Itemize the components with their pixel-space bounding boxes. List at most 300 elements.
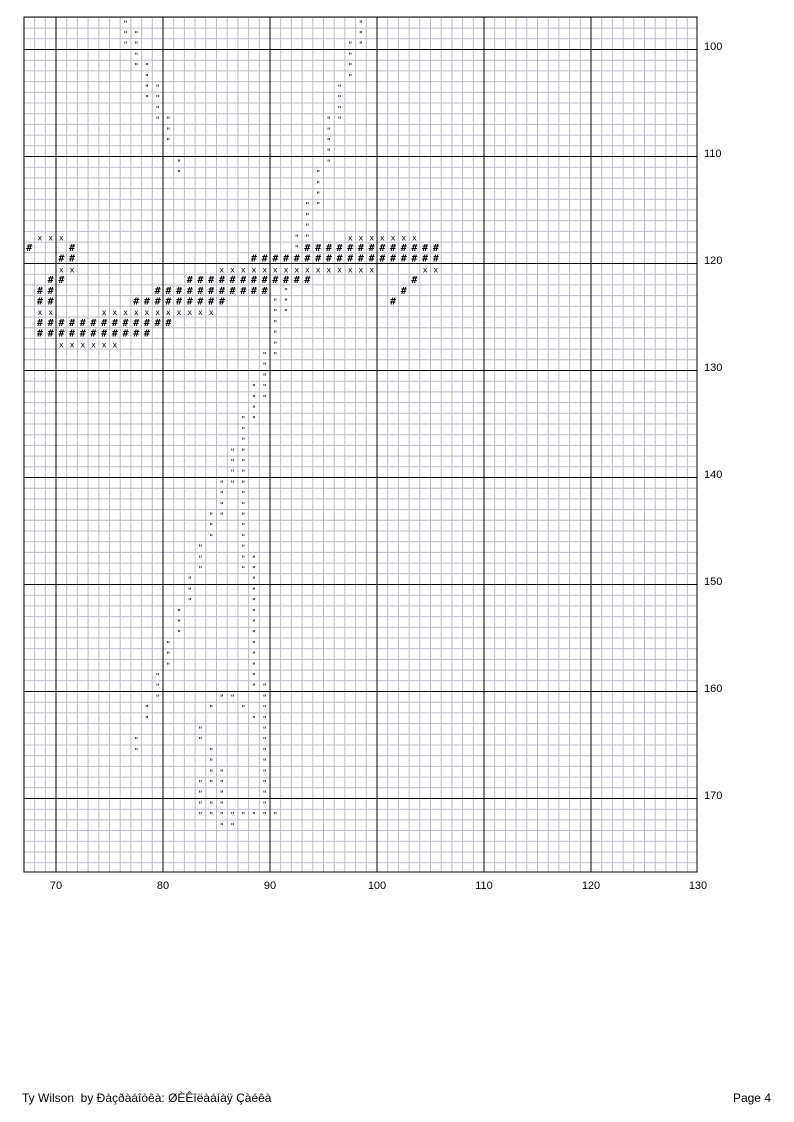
cross-stitch-symbol: x	[347, 233, 353, 243]
cross-stitch-symbol: x	[112, 340, 118, 350]
half-stitch-symbol: "	[144, 62, 150, 72]
full-stitch-symbol: #	[186, 285, 193, 297]
half-stitch-symbol: "	[219, 778, 225, 788]
full-stitch-symbol: #	[197, 285, 204, 297]
half-stitch-symbol: "	[240, 543, 246, 553]
half-stitch-symbol: "	[123, 40, 128, 50]
row-label: 170	[704, 790, 723, 802]
cross-stitch-symbol: x	[433, 265, 439, 275]
half-stitch-symbol: "	[272, 297, 278, 307]
full-stitch-symbol: #	[390, 296, 397, 308]
half-stitch-symbol: "	[251, 586, 257, 596]
half-stitch-symbol: "	[283, 286, 289, 296]
full-stitch-symbol: #	[36, 285, 43, 297]
full-stitch-symbol: #	[347, 253, 354, 265]
full-stitch-symbol: #	[283, 275, 290, 287]
half-stitch-symbol: "	[337, 104, 342, 114]
half-stitch-symbol: "	[262, 704, 268, 714]
full-stitch-symbol: #	[368, 242, 375, 254]
half-stitch-symbol: "	[176, 158, 182, 168]
cross-stitch-symbol: x	[262, 265, 268, 275]
half-stitch-symbol: "	[219, 479, 225, 489]
half-stitch-symbol: "	[219, 768, 225, 778]
half-stitch-symbol: "	[272, 811, 278, 821]
full-stitch-symbol: #	[250, 253, 257, 265]
half-stitch-symbol: "	[305, 201, 310, 211]
cross-stitch-symbol: x	[305, 265, 310, 275]
half-stitch-symbol: "	[144, 94, 150, 104]
full-stitch-symbol: #	[26, 242, 33, 254]
full-stitch-symbol: #	[336, 253, 343, 265]
cross-stitch-symbol: x	[58, 340, 64, 350]
half-stitch-symbol: "	[251, 383, 257, 393]
half-stitch-symbol: "	[230, 693, 235, 703]
minor-grid-lines	[24, 17, 697, 872]
half-stitch-symbol: "	[358, 19, 364, 29]
half-stitch-symbol: "	[230, 447, 235, 457]
full-stitch-symbol: #	[208, 275, 215, 287]
full-stitch-symbol: #	[250, 285, 257, 297]
half-stitch-symbol: "	[219, 821, 225, 831]
cross-stitch-symbol: x	[379, 233, 385, 243]
cross-stitch-symbol: x	[369, 233, 375, 243]
half-stitch-symbol: "	[262, 383, 268, 393]
half-stitch-symbol: "	[251, 393, 257, 403]
full-stitch-symbol: #	[186, 296, 193, 308]
full-stitch-symbol: #	[218, 296, 225, 308]
column-label: 90	[263, 880, 277, 892]
cross-stitch-symbol: x	[187, 308, 193, 318]
row-label: 130	[704, 362, 723, 374]
half-stitch-symbol: "	[208, 811, 214, 821]
half-stitch-symbol: "	[230, 821, 235, 831]
full-stitch-symbol: #	[122, 328, 129, 340]
half-stitch-symbol: "	[208, 768, 214, 778]
half-stitch-symbol: "	[251, 564, 257, 574]
half-stitch-symbol: "	[230, 479, 235, 489]
half-stitch-symbol: "	[251, 650, 257, 660]
half-stitch-symbol: "	[144, 83, 150, 93]
row-label: 150	[704, 576, 723, 588]
half-stitch-symbol: "	[262, 693, 268, 703]
cross-stitch-symbol: x	[69, 340, 75, 350]
cross-stitch-symbol: x	[144, 308, 150, 318]
half-stitch-symbol: "	[165, 650, 171, 660]
half-stitch-symbol: "	[305, 233, 310, 243]
half-stitch-symbol: "	[123, 29, 128, 39]
cross-stitch-symbol: x	[165, 308, 171, 318]
half-stitch-symbol: "	[251, 811, 257, 821]
cross-stitch-symbol: x	[37, 233, 43, 243]
full-stitch-symbol: #	[111, 317, 118, 329]
half-stitch-symbol: "	[251, 404, 257, 414]
full-stitch-symbol: #	[411, 242, 418, 254]
half-stitch-symbol: "	[240, 511, 246, 521]
cross-stitch-symbol: x	[198, 308, 203, 318]
half-stitch-symbol: "	[251, 415, 257, 425]
half-stitch-symbol: "	[272, 350, 278, 360]
half-stitch-symbol: "	[251, 629, 257, 639]
full-stitch-symbol: #	[229, 285, 236, 297]
row-label: 110	[704, 148, 722, 160]
full-stitch-symbol: #	[197, 275, 204, 287]
full-stitch-symbol: #	[390, 253, 397, 265]
full-stitch-symbol: #	[165, 317, 172, 329]
chart-frame	[24, 17, 697, 872]
cross-stitch-symbol: x	[272, 265, 278, 275]
cross-stitch-symbol: x	[48, 233, 54, 243]
half-stitch-symbol: "	[155, 671, 161, 681]
half-stitch-symbol: "	[155, 693, 161, 703]
half-stitch-symbol: "	[315, 179, 321, 189]
full-stitch-symbol: #	[208, 285, 215, 297]
half-stitch-symbol: "	[219, 693, 225, 703]
full-stitch-symbol: #	[422, 253, 429, 265]
column-label: 100	[367, 880, 387, 892]
half-stitch-symbol: "	[144, 714, 150, 724]
full-stitch-symbol: #	[218, 285, 225, 297]
half-stitch-symbol: "	[358, 40, 364, 50]
full-stitch-symbol: #	[272, 275, 279, 287]
half-stitch-symbol: "	[326, 126, 332, 136]
full-stitch-symbol: #	[47, 328, 54, 340]
cross-stitch-symbol: x	[412, 233, 417, 243]
full-stitch-symbol: #	[400, 285, 407, 297]
column-label: 120	[581, 880, 601, 892]
full-stitch-symbol: #	[432, 242, 439, 254]
full-stitch-symbol: #	[250, 275, 257, 287]
half-stitch-symbol: "	[176, 607, 182, 617]
cross-stitch-symbol: x	[337, 265, 342, 275]
half-stitch-symbol: "	[326, 147, 332, 157]
half-stitch-symbol: "	[219, 511, 225, 521]
half-stitch-symbol: "	[165, 661, 171, 671]
half-stitch-symbol: "	[198, 811, 203, 821]
half-stitch-symbol: "	[240, 436, 246, 446]
full-stitch-symbol: #	[283, 253, 290, 265]
full-stitch-symbol: #	[143, 317, 150, 329]
full-stitch-symbol: #	[422, 242, 429, 254]
half-stitch-symbol: "	[165, 126, 171, 136]
half-stitch-symbol: "	[133, 62, 139, 72]
full-stitch-symbol: #	[176, 296, 183, 308]
half-stitch-symbol: "	[123, 19, 128, 29]
full-stitch-symbol: #	[315, 242, 322, 254]
cross-stitch-symbol: x	[133, 308, 139, 318]
full-stitch-symbol: #	[69, 328, 76, 340]
full-stitch-symbol: #	[261, 285, 268, 297]
full-stitch-symbol: #	[154, 296, 161, 308]
half-stitch-symbol: "	[240, 811, 246, 821]
full-stitch-symbol: #	[400, 253, 407, 265]
full-stitch-symbol: #	[58, 328, 65, 340]
cross-stitch-symbol: x	[112, 308, 118, 318]
full-stitch-symbol: #	[325, 253, 332, 265]
half-stitch-symbol: "	[251, 554, 257, 564]
half-stitch-symbol: "	[272, 329, 278, 339]
half-stitch-symbol: "	[240, 425, 246, 435]
half-stitch-symbol: "	[315, 190, 321, 200]
row-label: 100	[704, 41, 723, 53]
half-stitch-symbol: "	[176, 169, 182, 179]
half-stitch-symbol: "	[176, 629, 182, 639]
half-stitch-symbol: "	[337, 83, 342, 93]
half-stitch-symbol: "	[208, 522, 214, 532]
cross-stitch-symbol: x	[315, 265, 321, 275]
half-stitch-symbol: "	[198, 800, 203, 810]
full-stitch-symbol: #	[69, 242, 76, 254]
full-stitch-symbol: #	[90, 328, 97, 340]
full-stitch-symbol: #	[154, 317, 161, 329]
full-stitch-symbol: #	[379, 253, 386, 265]
full-stitch-symbol: #	[304, 253, 311, 265]
cross-stitch-symbol: x	[58, 233, 64, 243]
cross-stitch-symbol: x	[101, 308, 107, 318]
half-stitch-symbol: "	[198, 554, 203, 564]
full-stitch-symbol: #	[390, 242, 397, 254]
half-stitch-symbol: "	[283, 308, 289, 318]
half-stitch-symbol: "	[294, 233, 300, 243]
half-stitch-symbol: "	[240, 554, 246, 564]
half-stitch-symbol: "	[326, 136, 332, 146]
cross-stitch-symbol: x	[390, 233, 396, 243]
cross-stitch-symbol: x	[123, 308, 128, 318]
half-stitch-symbol: "	[155, 682, 161, 692]
half-stitch-symbol: "	[208, 778, 214, 788]
half-stitch-symbol: "	[251, 597, 257, 607]
full-stitch-symbol: #	[154, 285, 161, 297]
full-stitch-symbol: #	[411, 275, 418, 287]
half-stitch-symbol: "	[240, 415, 246, 425]
half-stitch-symbol: "	[251, 607, 257, 617]
half-stitch-symbol: "	[262, 757, 268, 767]
half-stitch-symbol: "	[133, 29, 139, 39]
page-number: Page 4	[732, 1091, 771, 1105]
half-stitch-symbol: "	[262, 768, 268, 778]
half-stitch-symbol: "	[262, 393, 268, 403]
half-stitch-symbol: "	[208, 532, 214, 542]
full-stitch-symbol: #	[315, 253, 322, 265]
half-stitch-symbol: "	[262, 746, 268, 756]
full-stitch-symbol: #	[357, 253, 364, 265]
half-stitch-symbol: "	[133, 746, 139, 756]
half-stitch-symbol: "	[326, 158, 332, 168]
half-stitch-symbol: "	[251, 618, 257, 628]
column-label: 130	[688, 880, 708, 892]
full-stitch-symbol: #	[101, 328, 108, 340]
half-stitch-symbol: "	[208, 757, 214, 767]
full-stitch-symbol: #	[90, 317, 97, 329]
cross-stitch-symbol: x	[69, 265, 75, 275]
half-stitch-symbol: "	[262, 361, 268, 371]
row-number-labels	[704, 41, 722, 802]
full-stitch-symbol: #	[400, 242, 407, 254]
cross-stitch-symbol: x	[208, 308, 214, 318]
full-stitch-symbol: #	[176, 285, 183, 297]
full-stitch-symbol: #	[336, 242, 343, 254]
half-stitch-symbol: "	[219, 500, 225, 510]
cross-stitch-symbol: x	[294, 265, 300, 275]
half-stitch-symbol: "	[219, 800, 225, 810]
full-stitch-symbol: #	[411, 253, 418, 265]
row-label: 140	[704, 469, 723, 481]
full-stitch-symbol: #	[208, 296, 215, 308]
half-stitch-symbol: "	[262, 778, 268, 788]
half-stitch-symbol: "	[240, 500, 246, 510]
half-stitch-symbol: "	[208, 704, 214, 714]
half-stitch-symbol: "	[262, 350, 268, 360]
half-stitch-symbol: "	[240, 479, 246, 489]
full-stitch-symbol: #	[368, 253, 375, 265]
half-stitch-symbol: "	[240, 564, 246, 574]
cross-stitch-symbol: x	[230, 265, 235, 275]
half-stitch-symbol: "	[219, 811, 225, 821]
half-stitch-symbol: "	[230, 468, 235, 478]
half-stitch-symbol: "	[262, 736, 268, 746]
full-stitch-symbol: #	[197, 296, 204, 308]
full-stitch-symbol: #	[186, 275, 193, 287]
half-stitch-symbol: "	[262, 789, 268, 799]
half-stitch-symbol: "	[198, 543, 203, 553]
half-stitch-symbol: "	[240, 457, 246, 467]
cross-stitch-symbol: x	[219, 265, 225, 275]
half-stitch-symbol: "	[240, 468, 246, 478]
half-stitch-symbol: "	[187, 586, 193, 596]
full-stitch-symbol: #	[304, 275, 311, 287]
half-stitch-symbol: "	[198, 564, 203, 574]
cross-stitch-symbol: x	[251, 265, 257, 275]
full-stitch-symbol: #	[133, 328, 140, 340]
full-stitch-symbol: #	[47, 285, 54, 297]
half-stitch-symbol: "	[133, 736, 139, 746]
half-stitch-symbol: "	[347, 72, 353, 82]
half-stitch-symbol: "	[294, 243, 300, 253]
cross-stitch-symbol: x	[240, 265, 246, 275]
half-stitch-symbol: "	[208, 800, 214, 810]
cross-stitch-symbol: x	[422, 265, 428, 275]
half-stitch-symbol: "	[240, 447, 246, 457]
cross-stitch-symbol: x	[91, 340, 96, 350]
half-stitch-symbol: "	[283, 297, 289, 307]
half-stitch-symbol: "	[230, 811, 235, 821]
full-stitch-symbol: #	[240, 275, 247, 287]
half-stitch-symbol: "	[262, 682, 268, 692]
half-stitch-symbol: "	[144, 72, 150, 82]
cross-stitch-symbol: x	[369, 265, 375, 275]
half-stitch-symbol: "	[251, 639, 257, 649]
footer-title: Ty Wilson by Ðàçðàáîòêà: ØÈÊîëàáíàÿ Çàéêà	[22, 1091, 272, 1105]
cross-stitch-symbol: x	[80, 340, 86, 350]
full-stitch-symbol: #	[47, 275, 54, 287]
full-stitch-symbol: #	[111, 328, 118, 340]
full-stitch-symbol: #	[229, 275, 236, 287]
cross-stitch-symbol: x	[48, 308, 54, 318]
half-stitch-symbol: "	[262, 725, 268, 735]
half-stitch-symbol: "	[315, 201, 321, 211]
full-stitch-symbol: #	[133, 296, 140, 308]
full-stitch-symbol: #	[143, 328, 150, 340]
full-stitch-symbol: #	[79, 328, 86, 340]
full-stitch-symbol: #	[69, 317, 76, 329]
half-stitch-symbol: "	[251, 671, 257, 681]
half-stitch-symbol: "	[165, 136, 171, 146]
full-stitch-symbol: #	[58, 317, 65, 329]
major-grid-lines	[24, 17, 697, 872]
half-stitch-symbol: "	[251, 714, 257, 724]
half-stitch-symbol: "	[240, 532, 246, 542]
column-number-labels	[50, 880, 707, 892]
full-stitch-symbol: #	[304, 242, 311, 254]
full-stitch-symbol: #	[165, 285, 172, 297]
full-stitch-symbol: #	[58, 275, 65, 287]
full-stitch-symbol: #	[379, 242, 386, 254]
full-stitch-symbol: #	[122, 317, 129, 329]
cross-stitch-symbol: x	[37, 308, 43, 318]
cross-stitch-symbol: x	[176, 308, 182, 318]
full-stitch-symbol: #	[432, 253, 439, 265]
full-stitch-symbol: #	[293, 253, 300, 265]
half-stitch-symbol: "	[187, 575, 193, 585]
full-stitch-symbol: #	[293, 275, 300, 287]
half-stitch-symbol: "	[240, 522, 246, 532]
cross-stitch-symbol: x	[58, 265, 64, 275]
half-stitch-symbol: "	[144, 704, 150, 714]
half-stitch-symbol: "	[155, 115, 161, 125]
half-stitch-symbol: "	[240, 704, 246, 714]
full-stitch-symbol: #	[272, 253, 279, 265]
full-stitch-symbol: #	[165, 296, 172, 308]
cross-stitch-symbol: x	[358, 233, 364, 243]
full-stitch-symbol: #	[69, 253, 76, 265]
half-stitch-symbol: "	[272, 340, 278, 350]
cross-stitch-symbol: x	[347, 265, 353, 275]
half-stitch-symbol: "	[198, 736, 203, 746]
cross-stitch-symbol: x	[155, 308, 161, 318]
half-stitch-symbol: "	[208, 511, 214, 521]
half-stitch-symbol: "	[262, 714, 268, 724]
column-label: 110	[475, 880, 493, 892]
half-stitch-symbol: "	[347, 40, 353, 50]
full-stitch-symbol: #	[261, 253, 268, 265]
full-stitch-symbol: #	[143, 296, 150, 308]
half-stitch-symbol: "	[326, 115, 332, 125]
half-stitch-symbol: "	[155, 83, 161, 93]
cross-stitch-symbol: x	[401, 233, 407, 243]
cross-stitch-symbol: x	[101, 340, 107, 350]
half-stitch-symbol: "	[305, 211, 310, 221]
full-stitch-symbol: #	[347, 242, 354, 254]
half-stitch-symbol: "	[337, 115, 342, 125]
cross-stitch-symbol: x	[326, 265, 332, 275]
half-stitch-symbol: "	[165, 115, 171, 125]
full-stitch-symbol: #	[36, 296, 43, 308]
full-stitch-symbol: #	[218, 275, 225, 287]
half-stitch-symbol: "	[262, 811, 268, 821]
half-stitch-symbol: "	[251, 661, 257, 671]
half-stitch-symbol: "	[208, 746, 214, 756]
half-stitch-symbol: "	[133, 51, 139, 61]
row-label: 160	[704, 683, 723, 695]
half-stitch-symbol: "	[176, 618, 182, 628]
half-stitch-symbol: "	[272, 318, 278, 328]
half-stitch-symbol: "	[240, 490, 246, 500]
column-label: 80	[156, 880, 170, 892]
half-stitch-symbol: "	[251, 682, 257, 692]
half-stitch-symbol: "	[198, 725, 203, 735]
half-stitch-symbol: "	[155, 94, 161, 104]
full-stitch-symbol: #	[36, 328, 43, 340]
half-stitch-symbol: "	[230, 457, 235, 467]
